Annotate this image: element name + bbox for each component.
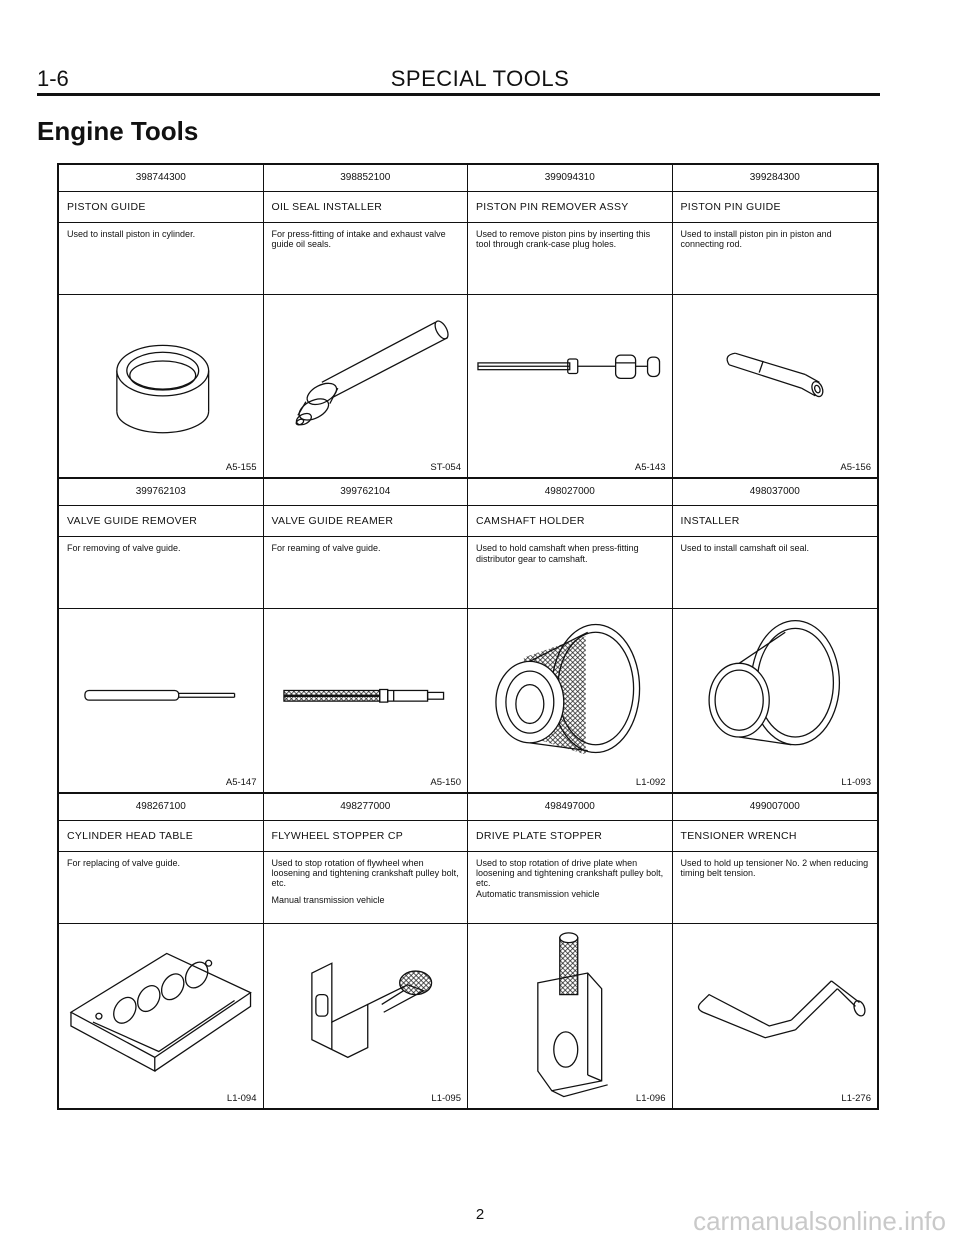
piston-pin-guide-icon — [673, 295, 878, 477]
tool-name: PISTON PIN REMOVER ASSY — [468, 192, 672, 223]
tool-name: VALVE GUIDE REAMER — [264, 506, 468, 537]
header-rule — [37, 93, 880, 96]
part-number: 398852100 — [264, 165, 468, 192]
part-number: 498277000 — [264, 794, 468, 821]
tools-table — [57, 163, 879, 1110]
tensioner-wrench-icon — [673, 924, 878, 1108]
part-number: 498037000 — [673, 479, 878, 506]
part-number: 399094310 — [468, 165, 672, 192]
tool-cell — [59, 479, 264, 793]
tool-note: Automatic transmission vehicle — [476, 888, 600, 899]
tool-description-text: Used to hold camshaft when press-fitting distributor gear to camshaft. — [476, 543, 639, 564]
tool-description-text: Used to install camshaft oil seal. — [680, 543, 810, 554]
tool-description — [468, 223, 672, 295]
figure-code: A5-150 — [430, 776, 461, 788]
tool-name: PISTON GUIDE — [59, 192, 263, 223]
figure-code: L1-092 — [635, 776, 666, 788]
tool-name: INSTALLER — [673, 506, 878, 537]
figure-code: A5-155 — [225, 462, 257, 474]
part-number: 498267100 — [59, 794, 263, 821]
tool-description-text: Used to stop rotation of drive plate when loosening and tightening crankshaft pulley bolt, etc. — [476, 857, 664, 889]
figure-code: ST-054 — [430, 462, 461, 474]
part-number: 399762104 — [264, 479, 468, 506]
tool-name: FLYWHEEL STOPPER CP — [264, 821, 468, 852]
tool-description — [264, 537, 468, 609]
page-header-title: SPECIAL TOOLS — [390, 66, 570, 91]
part-number: 498497000 — [468, 794, 672, 821]
tool-description — [468, 852, 672, 924]
tool-description-text: For reaming of valve guide. — [271, 543, 381, 554]
part-number: 399284300 — [673, 165, 878, 192]
tool-description-text: Used to stop rotation of flywheel when loosening and tightening crankshaft pulley bolt, etc. — [271, 857, 459, 889]
tool-cell — [468, 794, 673, 1108]
drive-plate-stopper-icon — [468, 924, 672, 1108]
tool-cell — [468, 165, 673, 479]
tool-description — [59, 852, 263, 924]
tool-description-text: Used to install piston pin in piston and connecting rod. — [680, 229, 832, 250]
tool-description — [59, 537, 263, 609]
tool-description-text: Used to remove piston pins by inserting this tool through crank-case plug holes. — [476, 229, 651, 250]
part-number: 398744300 — [59, 165, 263, 192]
page-header-code: 1-6 — [37, 66, 69, 91]
figure-code: L1-276 — [841, 1093, 871, 1104]
tool-cell — [673, 165, 878, 479]
oil-seal-installer-cap-icon — [673, 609, 878, 791]
section-title: Engine Tools — [37, 116, 199, 146]
page-number: 2 — [475, 1206, 485, 1223]
tool-description — [264, 223, 468, 295]
figure-code: L1-095 — [431, 1093, 461, 1104]
tool-description — [468, 537, 672, 609]
valve-guide-reamer-icon — [264, 609, 468, 791]
tool-name: OIL SEAL INSTALLER — [264, 192, 468, 223]
tool-description-text: For removing of valve guide. — [67, 543, 181, 554]
figure-code: L1-093 — [841, 776, 871, 788]
tool-description — [673, 852, 878, 924]
figure-code: A5-147 — [225, 776, 257, 788]
tool-description-text: For press-fitting of intake and exhaust valve guide oil seals. — [271, 229, 446, 250]
piston-pin-remover-icon — [468, 295, 672, 477]
tool-cell — [59, 794, 264, 1108]
tool-name: TENSIONER WRENCH — [673, 821, 878, 852]
watermark[interactable]: carmanualsonline.info — [693, 1206, 946, 1236]
tool-description — [673, 537, 878, 609]
figure-code: L1-094 — [226, 1093, 257, 1104]
tool-cell — [264, 794, 469, 1108]
tool-cell — [59, 165, 264, 479]
tool-cell — [673, 479, 878, 793]
tool-name: CAMSHAFT HOLDER — [468, 506, 672, 537]
part-number: 498027000 — [468, 479, 672, 506]
tool-description-text: For replacing of valve guide. — [67, 857, 181, 868]
tool-note: Manual transmission vehicle — [271, 894, 385, 905]
figure-code: A5-143 — [634, 462, 666, 474]
oil-seal-installer-icon — [264, 295, 468, 477]
tool-cell — [264, 479, 469, 793]
tool-description — [264, 852, 468, 924]
flywheel-stopper-icon — [264, 924, 468, 1108]
camshaft-holder-icon — [468, 609, 672, 791]
cylinder-head-table-icon — [59, 924, 263, 1108]
tool-description-text: Used to install piston in cylinder. — [67, 229, 196, 239]
tool-cell — [264, 165, 469, 479]
valve-guide-remover-icon — [59, 609, 263, 791]
tool-name: VALVE GUIDE REMOVER — [59, 506, 263, 537]
part-number: 499007000 — [673, 794, 878, 821]
tool-name: CYLINDER HEAD TABLE — [59, 821, 263, 852]
tool-cell — [468, 479, 673, 793]
figure-code: A5-156 — [840, 462, 871, 474]
figure-code: L1-096 — [635, 1093, 666, 1104]
tool-description-text: Used to hold up tensioner No. 2 when reducing timing belt tension. — [680, 857, 869, 878]
tool-name: DRIVE PLATE STOPPER — [468, 821, 672, 852]
piston-guide-icon — [59, 295, 263, 477]
part-number: 399762103 — [59, 479, 263, 506]
tool-description — [59, 223, 263, 295]
tool-description — [673, 223, 878, 295]
tool-cell — [673, 794, 878, 1108]
tool-name: PISTON PIN GUIDE — [673, 192, 878, 223]
